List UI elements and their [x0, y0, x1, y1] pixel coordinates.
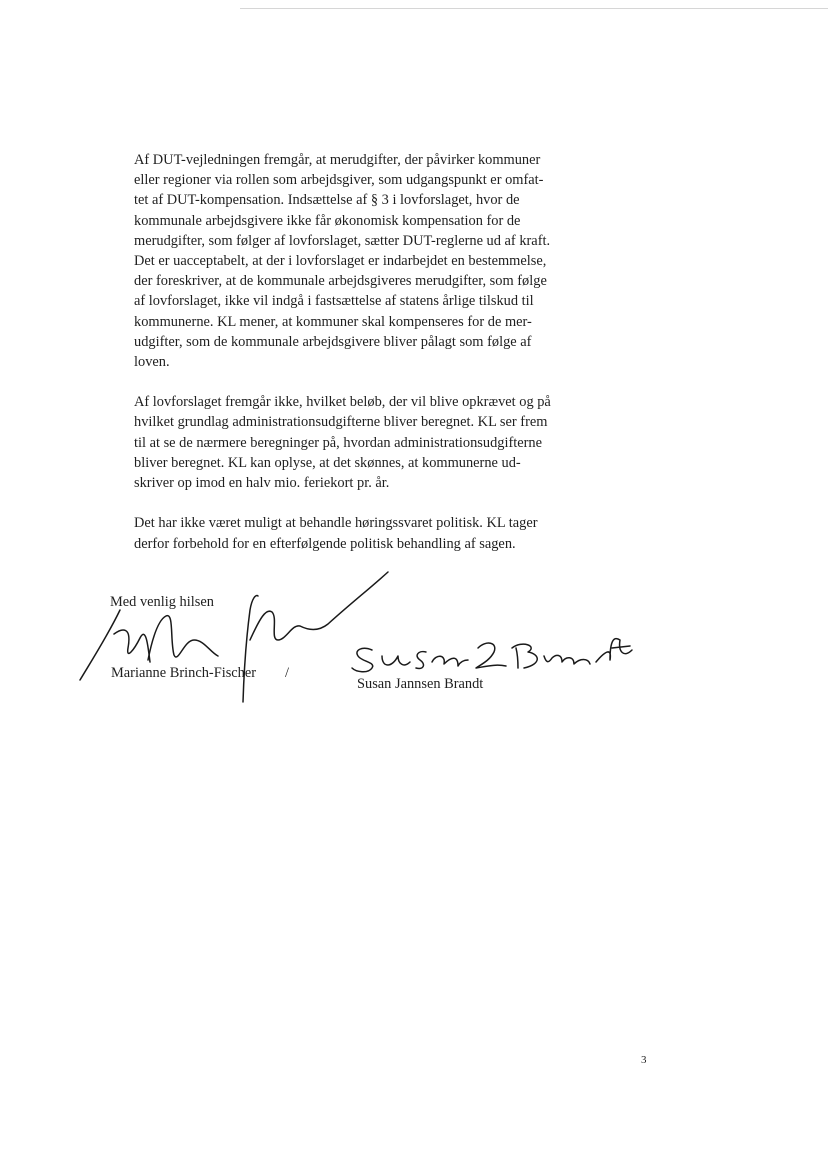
closing-salutation: Med venlig hilsen [110, 594, 214, 610]
text-line: tet af DUT-kompensation. Indsættelse af § 3 i lovforslaget, hvor de [134, 192, 520, 209]
text-line: der foreskriver, at de kommunale arbejdsgiveres merudgifter, som følge [134, 273, 547, 290]
text-line: af lovforslaget, ikke vil indgå i fastsættelse af statens årlige tilskud til [134, 293, 534, 310]
text-line: til at se de nærmere beregninger på, hvordan administrationsudgifterne [134, 434, 543, 451]
signature-susan [352, 639, 632, 672]
text-line: derfor forbehold for en efterfølgende politisk behandling af sagen. [134, 535, 516, 552]
text-line: skriver op imod en halv mio. feriekort pr. år. [134, 475, 390, 491]
text-line: Det har ikke været muligt at behandle høringssvaret politisk. KL tager [134, 515, 538, 532]
text-line: udgifter, som de kommunale arbejdsgivere bliver pålagt som følge af [134, 333, 532, 350]
signatory-name-second: Susan Jannsen Brandt [357, 676, 484, 692]
signatory-name-first: Marianne Brinch-Fischer [111, 665, 257, 681]
signatory-separator: / [285, 665, 289, 681]
signature-marianne [80, 572, 388, 702]
text-line: merudgifter, som følger af lovforslaget, sætter DUT-reglerne ud af kraft. [134, 232, 551, 249]
text-line: Af DUT-vejledningen fremgår, at merudgifter, der påvirker kommuner [134, 152, 541, 168]
text-line: kommunale arbejdsgivere ikke får økonomisk kompensation for de [134, 212, 521, 229]
text-line: eller regioner via rollen som arbejdsgiver, som udgangspunkt er omfat- [134, 172, 544, 189]
page-number: 3 [641, 1054, 647, 1066]
text-line: kommunerne. KL mener, at kommuner skal kompenseres for de mer- [134, 313, 532, 330]
text-line: bliver beregnet. KL kan oplyse, at det skønnes, at kommunerne ud- [134, 454, 521, 471]
text-line: Af lovforslaget fremgår ikke, hvilket beløb, der vil blive opkrævet og på [134, 394, 551, 411]
text-line: Det er uacceptabelt, at der i lovforslaget er indarbejdet en bestemmelse, [134, 252, 547, 269]
text-line: loven. [134, 353, 170, 370]
text-line: hvilket grundlag administrationsudgifterne bliver beregnet. KL ser frem [134, 414, 548, 431]
